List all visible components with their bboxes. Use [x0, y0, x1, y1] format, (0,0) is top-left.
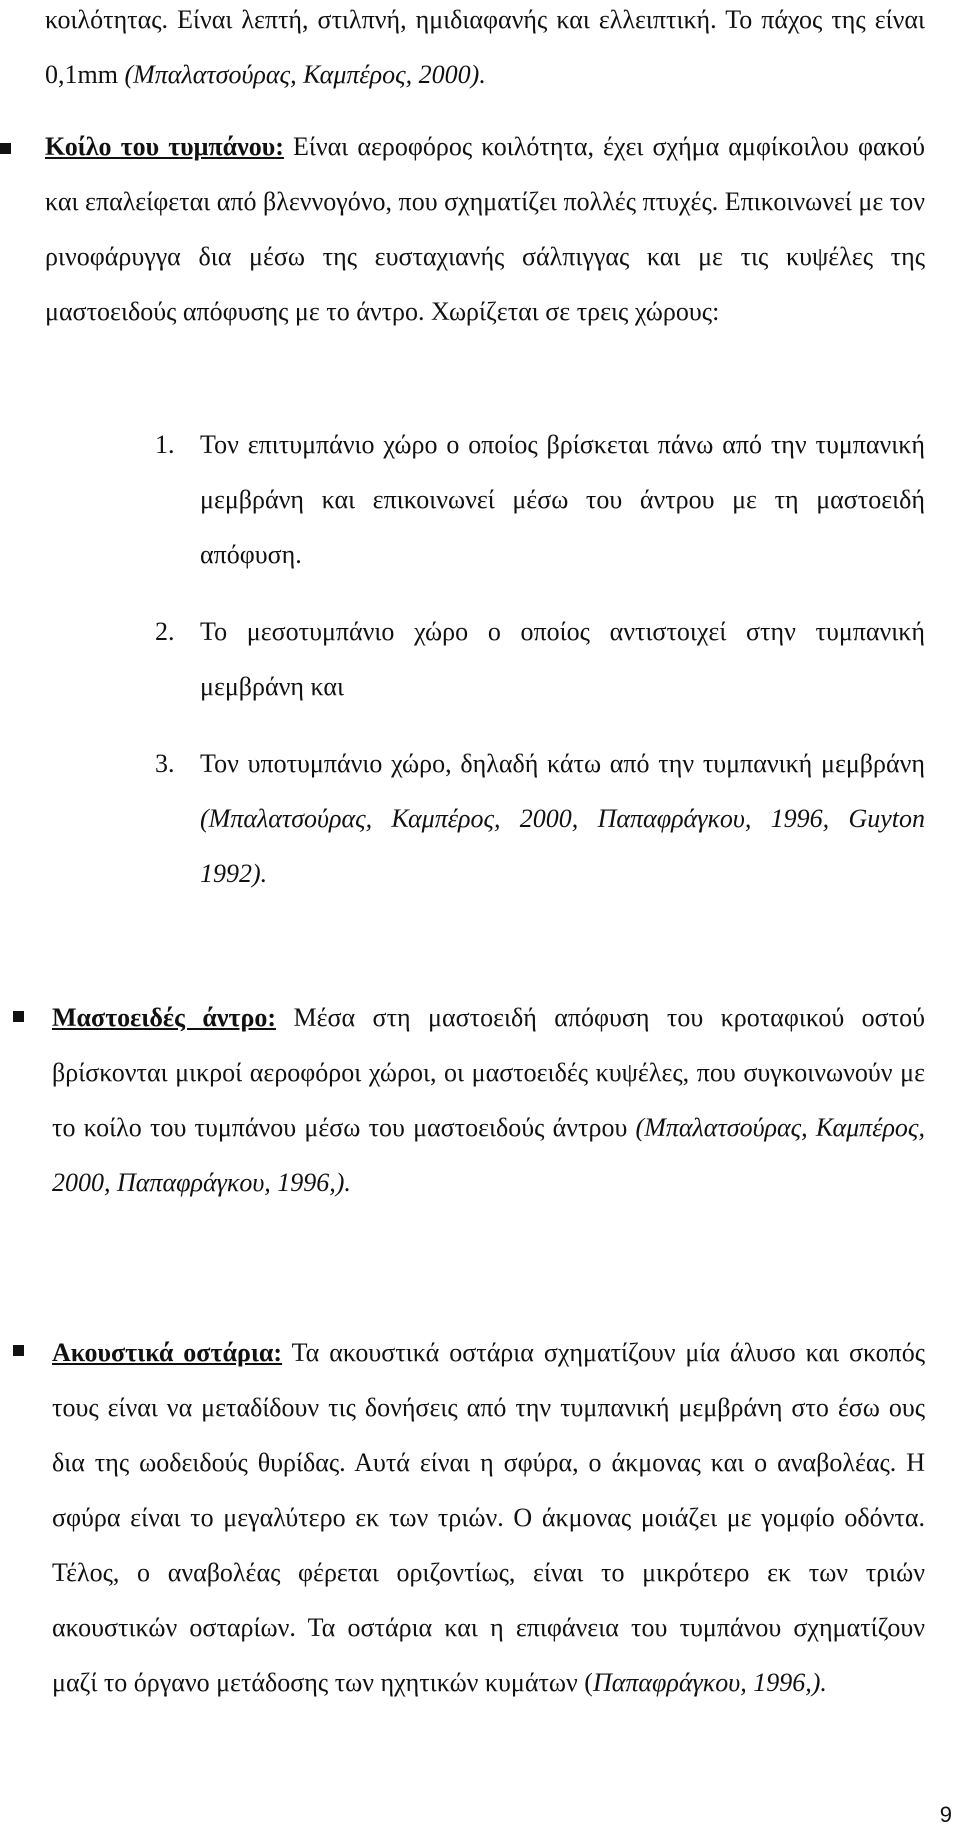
square-bullet-icon: [13, 1345, 24, 1356]
list-item: [155, 417, 925, 582]
tympanic-spaces-list: [155, 417, 925, 923]
list-item-number: 2.: [155, 617, 175, 646]
list-item: [155, 736, 925, 901]
continuation-text: κοιλότητας. Είναι λεπτή, στιλπνή, ημιδιαφανής και ελλειπτική. Το πάχος της είναι 0,1mm: [45, 5, 925, 89]
tympanic-cavity-term: Κοίλο του τυμπάνου:: [45, 132, 284, 161]
tympanic-cavity-text: Είναι αεροφόρος κοιλότητα, έχει σχήμα αμφίκοιλου φακού και επαλείφεται από βλεννογόνο, που σχηματίζει πολλές πτυχές. Επικοινωνεί με τον ρινοφάρυγγα δια μέσω της ευσταχιανής σάλπιγγας και με τις κυψέλες της μαστοειδούς απόφυσης με το άντρο. Χωρίζεται σε τρεις χώρους:: [45, 132, 925, 326]
list-item-number: 3.: [155, 749, 175, 778]
page-number: 9: [939, 1802, 952, 1827]
ossicles-paragraph: [52, 1325, 925, 1710]
list-item: [155, 604, 925, 714]
list-item-text: Τον υποτυμπάνιο χώρο, δηλαδή κάτω από την τυμπανική μεμβράνη: [200, 749, 925, 778]
mastoid-antrum-text: Μέσα στη μαστοειδή απόφυση του κροταφικού οστού βρίσκονται μικροί αεροφόροι χώροι, οι μαστοειδές κυψέλες, που συγκοινωνούν με το κοίλο του τυμπάνου μέσω του μαστοειδούς άντρου: [52, 1003, 925, 1142]
tympanic-cavity-paragraph: [45, 119, 925, 339]
continuation-reference: (Μπαλατσούρας, Καμπέρος, 2000).: [124, 60, 486, 89]
mastoid-antrum-term: Μαστοειδές άντρο:: [52, 1003, 277, 1032]
list-item-number: 1.: [155, 430, 175, 459]
ossicles-term: Ακουστικά οστάρια:: [52, 1338, 283, 1367]
continuation-paragraph: [45, 0, 925, 102]
mastoid-antrum-paragraph: [52, 990, 925, 1210]
square-bullet-icon: [13, 1011, 24, 1022]
ossicles-text: Τα ακουστικά οστάρια σχηματίζουν μία άλυσο και σκοπός τους είναι να μεταδίδουν τις δονήσεις από την τυμπανική μεμβράνη στο έσω ους δια της ωοδειδούς θυρίδας. Αυτά είναι η σφύρα, ο άκμονας και ο αναβολέας. Η σφύρα είναι το μεγαλύτερο εκ των τριών. Ο άκμονας μοιάζει με γομφίο οδόντα. Τέλος, ο αναβολέας φέρεται οριζοντίως, είναι το μικρότερο εκ των τριών ακουστικών οσταρίων. Τα οστάρια και η επιφάνεια του τυμπάνου σχηματίζουν μαζί το όργανο μετάδοσης των ηχητικών κυμάτων (: [52, 1338, 925, 1697]
square-bullet-icon: [0, 143, 11, 154]
list-item-reference: (Μπαλατσούρας, Καμπέρος, 2000, Παπαφράγκου, 1996, Guyton 1992).: [200, 804, 925, 888]
list-item-text: Τον επιτυμπάνιο χώρο ο οποίος βρίσκεται πάνω από την τυμπανική μεμβράνη και επικοινωνεί μέσω του άντρου με τη μαστοειδή απόφυση.: [200, 430, 925, 569]
list-item-text: Το μεσοτυμπάνιο χώρο ο οποίος αντιστοιχεί στην τυμπανική μεμβράνη και: [200, 617, 925, 701]
mastoid-antrum-reference: (Μπαλατσούρας, Καμπέρος, 2000, Παπαφράγκου, 1996,).: [52, 1113, 925, 1197]
ossicles-reference: Παπαφράγκου, 1996,).: [592, 1668, 827, 1697]
